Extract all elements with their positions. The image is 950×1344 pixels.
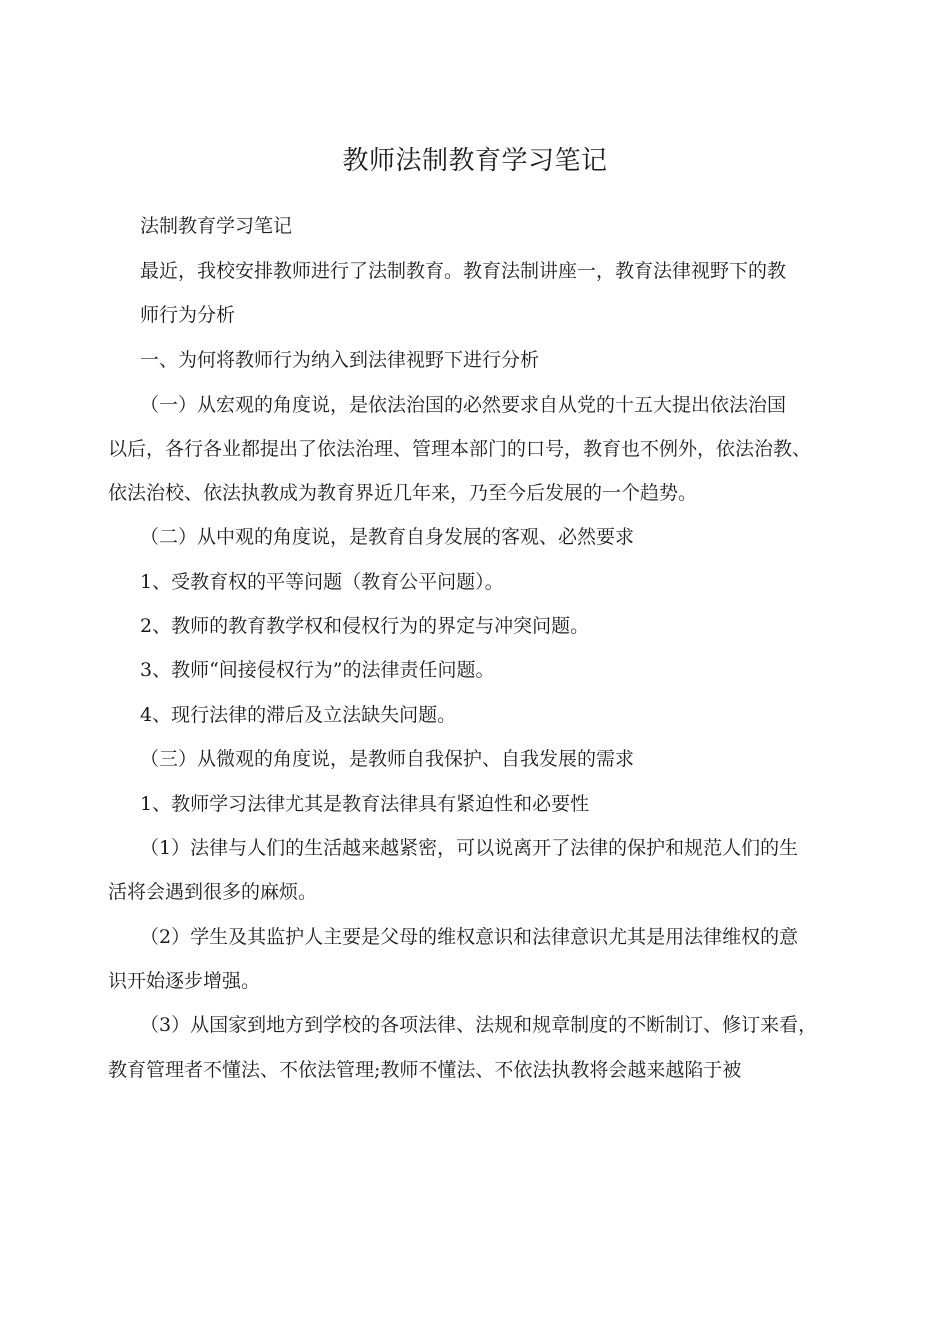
paragraph-line: 3、教师“间接侵权行为”的法律责任问题。: [140, 659, 495, 681]
paragraph-line: 以后，各行各业都提出了依法治理、管理本部门的口号，教育也不例外，依法治教、: [108, 438, 812, 460]
paragraph-line: 4、现行法律的滞后及立法缺失问题。: [140, 704, 457, 726]
paragraph-line: 最近，我校安排教师进行了法制教育。教育法制讲座一，教育法律视野下的教: [140, 260, 787, 282]
paragraph-line: 识开始逐步增强。: [108, 970, 261, 992]
paragraph-line: （一）从宏观的角度说，是依法治国的必然要求自从党的十五大提出依法治国: [140, 394, 787, 416]
paragraph-line: 1、受教育权的平等问题（教育公平问题）。: [140, 571, 504, 593]
paragraph-line: （1）法律与人们的生活越来越紧密，可以说离开了法律的保护和规范人们的生: [140, 837, 799, 859]
paragraph-line: 2、教师的教育教学权和侵权行为的界定与冲突问题。: [140, 615, 590, 637]
paragraph-line: 师行为分析: [140, 304, 236, 326]
paragraph-line: （2）学生及其监护人主要是父母的维权意识和法律意识尤其是用法律维权的意: [140, 926, 799, 948]
paragraph-line: 1、教师学习法律尤其是教育法律具有紧迫性和必要性: [140, 793, 590, 815]
paragraph-line: 活将会遇到很多的麻烦。: [108, 881, 318, 903]
paragraph-line: （二）从中观的角度说，是教育自身发展的客观、必然要求: [140, 526, 635, 548]
paragraph-line: 一、为何将教师行为纳入到法律视野下进行分析: [140, 349, 540, 371]
document-title: 教师法制教育学习笔记: [342, 146, 608, 176]
paragraph-line: 法制教育学习笔记: [140, 215, 293, 237]
paragraph-line: 依法治校、依法执教成为教育界近几年来，乃至今后发展的一个趋势。: [108, 482, 698, 504]
paragraph-line: （3）从国家到地方到学校的各项法律、法规和规章制度的不断制订、修订来看，: [140, 1014, 818, 1036]
paragraph-line: 教育管理者不懂法、不依法管理;教师不懂法、不依法执教将会越来越陷于被: [108, 1059, 742, 1081]
paragraph-line: （三）从微观的角度说，是教师自我保护、自我发展的需求: [140, 748, 635, 770]
